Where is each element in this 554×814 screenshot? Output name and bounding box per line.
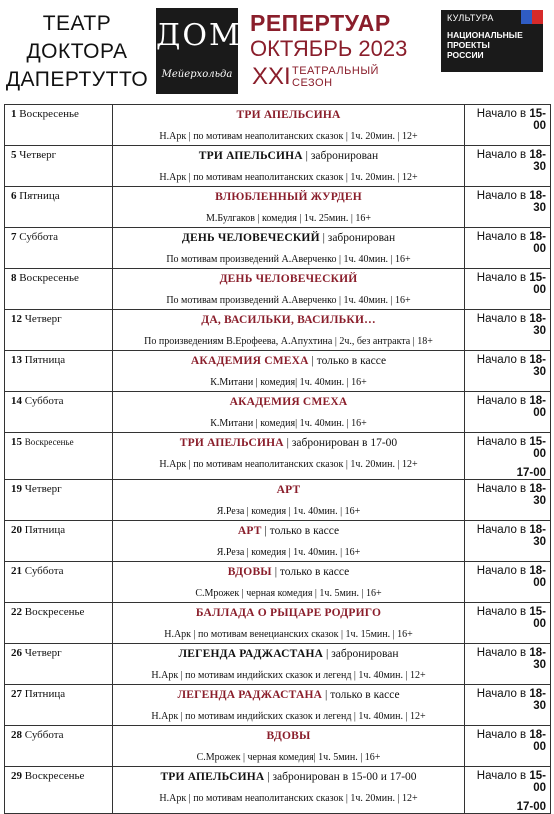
day-number: 27 <box>11 688 22 700</box>
start-time: 15-00 <box>529 272 546 296</box>
start-time: 18-30 <box>529 149 546 173</box>
performance-details: Н.Арк | по мотивам неаполитанских сказок | 1ч. 20мин. | 12+ <box>159 459 418 470</box>
schedule-table <box>4 104 551 814</box>
start-time-cell <box>465 187 551 228</box>
start-time: 15-00 <box>529 108 546 132</box>
performance-details: Н.Арк | по мотивам индийских сказок и легенд | 1ч. 40мин. | 12+ <box>151 670 426 681</box>
booking-note: | забронирован в 17-00 <box>283 437 398 449</box>
start-time: 18-30 <box>529 190 546 214</box>
start-label: Начало в <box>476 313 527 325</box>
start-label: Начало в <box>476 231 527 243</box>
schedule-row <box>5 310 551 351</box>
booking-note: | только в кассе <box>261 525 340 537</box>
performance-title: ТРИ АПЕЛЬСИНА <box>160 771 265 783</box>
start-time-cell <box>465 310 551 351</box>
performance-details: Н.Арк | по мотивам неаполитанских сказок | 1ч. 20мин. | 12+ <box>159 172 418 183</box>
performance-cell <box>113 433 465 480</box>
booking-note: | только в кассе <box>322 689 400 701</box>
day-number: 8 <box>11 272 17 284</box>
poster-header <box>0 0 554 102</box>
schedule-row <box>5 603 551 644</box>
schedule-row <box>5 644 551 685</box>
start-time-cell <box>465 433 551 480</box>
performance-details: К.Митани | комедия| 1ч. 40мин. | 16+ <box>210 418 367 429</box>
schedule-row <box>5 146 551 187</box>
performance-title: АРТ <box>276 484 301 496</box>
weekday: Четверг <box>24 313 62 325</box>
performance-cell <box>113 767 465 814</box>
performance-details: С.Мрожек | черная комедия | 1ч. 5мин. | 16+ <box>195 588 382 599</box>
start-time: 18-00 <box>529 231 546 255</box>
start-time-cell <box>465 685 551 726</box>
performance-cell <box>113 269 465 310</box>
start-label: Начало в <box>476 272 527 284</box>
start-label: Начало в <box>476 606 527 618</box>
start-label: Начало в <box>476 354 527 366</box>
booking-note: | забронирован <box>323 648 399 660</box>
day-number: 15 <box>11 436 22 448</box>
booking-note: | только в кассе <box>271 566 350 578</box>
start-time-cell <box>465 269 551 310</box>
schedule-row <box>5 480 551 521</box>
performance-cell <box>113 726 465 767</box>
performance-details: Н.Арк | по мотивам венецианских сказок | 1ч. 15мин. | 16+ <box>164 629 413 640</box>
performance-title: БАЛЛАДА О РЫЦАРЕ РОДРИГО <box>195 607 382 619</box>
start-time: 15-00 <box>529 770 546 794</box>
performance-details: По мотивам произведений А.Аверченко | 1ч. 40мин. | 16+ <box>166 295 411 306</box>
start-time-cell <box>465 228 551 269</box>
start-time: 18-30 <box>529 688 546 712</box>
start-label: Начало в <box>476 483 527 495</box>
start-time: 18-30 <box>529 524 546 548</box>
logo-sub-text: Мейерхольда <box>161 69 233 80</box>
start-label: Начало в <box>476 436 527 448</box>
start-label: Начало в <box>476 108 527 120</box>
repertoire-heading <box>250 10 430 92</box>
day-number: 13 <box>11 354 22 366</box>
flag-red-block <box>532 10 543 24</box>
performance-title: ЛЕГЕНДА РАДЖАСТАНА <box>178 648 324 660</box>
day-number: 7 <box>11 231 17 243</box>
weekday: Воскресенье <box>24 437 74 447</box>
performance-cell <box>113 603 465 644</box>
performance-cell <box>113 187 465 228</box>
date-cell <box>5 351 113 392</box>
second-start-time: 17-00 <box>516 467 546 479</box>
performance-details: По мотивам произведений А.Аверченко | 1ч. 40мин. | 16+ <box>166 254 411 265</box>
theatre-name-line: ТЕАТР <box>42 12 112 35</box>
date-cell <box>5 433 113 480</box>
schedule-row <box>5 433 551 480</box>
day-number: 28 <box>11 729 22 741</box>
start-label: Начало в <box>476 524 527 536</box>
performance-cell <box>113 392 465 433</box>
weekday: Воскресенье <box>24 770 85 782</box>
performance-cell <box>113 351 465 392</box>
weekday: Пятница <box>24 688 66 700</box>
theatre-name <box>4 10 150 94</box>
weekday: Пятница <box>24 524 66 536</box>
schedule-row <box>5 767 551 814</box>
day-number: 21 <box>11 565 22 577</box>
performance-title: ЛЕГЕНДА РАДЖАСТАНА <box>177 689 323 701</box>
weekday: Четверг <box>24 483 62 495</box>
date-cell <box>5 310 113 351</box>
day-number: 14 <box>11 395 22 407</box>
start-time: 18-30 <box>529 647 546 671</box>
weekday: Пятница <box>24 354 66 366</box>
booking-note: | забронирован <box>302 150 379 162</box>
date-cell <box>5 187 113 228</box>
date-cell <box>5 685 113 726</box>
date-cell <box>5 105 113 146</box>
start-time-cell <box>465 146 551 187</box>
performance-cell <box>113 146 465 187</box>
date-cell <box>5 228 113 269</box>
performance-cell <box>113 521 465 562</box>
date-cell <box>5 269 113 310</box>
weekday: Четверг <box>19 149 57 161</box>
start-time: 18-00 <box>529 565 546 589</box>
performance-details: Н.Арк | по мотивам индийских сказок и легенд | 1ч. 40мин. | 12+ <box>151 711 426 722</box>
performance-cell <box>113 562 465 603</box>
day-number: 12 <box>11 313 22 325</box>
performance-title: ДА, ВАСИЛЬКИ, ВАСИЛЬКИ… <box>201 314 376 326</box>
performance-cell <box>113 310 465 351</box>
date-cell <box>5 644 113 685</box>
repertoire-title: РЕПЕРТУАР <box>250 10 391 36</box>
schedule-row <box>5 351 551 392</box>
performance-details: Я.Реза | комедия | 1ч. 40мин. | 16+ <box>216 547 361 558</box>
performance-title: АРТ <box>237 525 262 537</box>
day-number: 19 <box>11 483 22 495</box>
start-time-cell <box>465 351 551 392</box>
start-time-cell <box>465 480 551 521</box>
day-number: 22 <box>11 606 22 618</box>
booking-note: | только в кассе <box>308 355 387 367</box>
start-label: Начало в <box>476 770 527 782</box>
weekday: Суббота <box>24 565 64 577</box>
date-cell <box>5 726 113 767</box>
schedule-row <box>5 685 551 726</box>
day-number: 6 <box>11 190 17 202</box>
weekday: Суббота <box>19 231 59 243</box>
start-label: Начало в <box>476 688 527 700</box>
date-cell <box>5 521 113 562</box>
weekday: Суббота <box>24 395 64 407</box>
performance-title: ДЕНЬ ЧЕЛОВЕЧЕСКИЙ <box>181 232 320 244</box>
performance-details: С.Мрожек | черная комедия| 1ч. 5мин. | 16+ <box>196 752 381 763</box>
start-time-cell <box>465 392 551 433</box>
date-cell <box>5 767 113 814</box>
performance-cell <box>113 644 465 685</box>
start-time-cell <box>465 521 551 562</box>
start-label: Начало в <box>476 729 527 741</box>
booking-note: | забронирован <box>319 232 396 244</box>
schedule-row <box>5 726 551 767</box>
start-time-cell <box>465 603 551 644</box>
kultura-subtitle: НАЦИОНАЛЬНЫЕ ПРОЕКТЫ РОССИИ <box>447 30 523 60</box>
performance-cell <box>113 228 465 269</box>
booking-note: | забронирован в 15-00 и 17-00 <box>264 771 417 783</box>
start-time: 18-30 <box>529 483 546 507</box>
schedule-row <box>5 105 551 146</box>
start-time-cell <box>465 105 551 146</box>
performance-cell <box>113 105 465 146</box>
kultura-national-projects-logo <box>441 10 543 72</box>
kultura-title: КУЛЬТУРА <box>447 13 494 23</box>
start-time-cell <box>465 562 551 603</box>
performance-details: По произведениям В.Ерофеева, А.Апухтина | 2ч., без антракта | 18+ <box>144 336 433 347</box>
start-time-cell <box>465 644 551 685</box>
start-time-cell <box>465 767 551 814</box>
performance-details: М.Булгаков | комедия | 1ч. 25мин. | 16+ <box>205 213 372 224</box>
performance-title: ДЕНЬ ЧЕЛОВЕЧЕСКИЙ <box>219 273 358 285</box>
weekday: Четверг <box>24 647 62 659</box>
logo-main-text: ДОМ <box>156 18 242 53</box>
performance-title: ВДОВЫ <box>227 566 272 578</box>
start-time-cell <box>465 726 551 767</box>
start-label: Начало в <box>476 647 527 659</box>
performance-title: ВЛЮБЛЕННЫЙ ЖУРДЕН <box>215 191 362 203</box>
performance-details: Я.Реза | комедия | 1ч. 40мин. | 16+ <box>216 506 361 517</box>
day-number: 1 <box>11 108 17 120</box>
flag-blue-block <box>521 10 532 24</box>
dom-meyerholda-logo <box>156 8 242 94</box>
date-cell <box>5 480 113 521</box>
schedule-row <box>5 228 551 269</box>
performance-details: К.Митани | комедия| 1ч. 40мин. | 16+ <box>210 377 367 388</box>
season-number: XXI <box>252 63 291 90</box>
start-time: 18-30 <box>529 354 546 378</box>
weekday: Суббота <box>24 729 64 741</box>
performance-details: Н.Арк | по мотивам неаполитанских сказок | 1ч. 20мин. | 12+ <box>159 793 418 804</box>
performance-cell <box>113 480 465 521</box>
performance-title: ТРИ АПЕЛЬСИНА <box>236 109 341 121</box>
weekday: Воскресенье <box>19 108 79 120</box>
weekday: Пятница <box>19 190 60 202</box>
theatre-name-line: ДОКТОРА <box>26 40 128 63</box>
start-time: 18-00 <box>529 395 546 419</box>
schedule-row <box>5 521 551 562</box>
schedule-row <box>5 562 551 603</box>
performance-title: ВДОВЫ <box>266 730 311 742</box>
second-start-time: 17-00 <box>516 801 546 813</box>
day-number: 26 <box>11 647 22 659</box>
start-label: Начало в <box>476 190 527 202</box>
performance-title: АКАДЕМИЯ СМЕХА <box>229 396 348 408</box>
day-number: 29 <box>11 770 22 782</box>
repertoire-month: ОКТЯБРЬ 2023 <box>250 36 408 61</box>
weekday: Воскресенье <box>19 272 79 284</box>
start-label: Начало в <box>476 565 527 577</box>
performance-details: Н.Арк | по мотивам неаполитанских сказок | 1ч. 20мин. | 12+ <box>159 131 418 142</box>
schedule-row <box>5 269 551 310</box>
date-cell <box>5 392 113 433</box>
weekday: Воскресенье <box>24 606 85 618</box>
season-label: ТЕАТРАЛЬНЫЙ СЕЗОН <box>292 65 379 89</box>
start-time: 15-00 <box>529 606 546 630</box>
date-cell <box>5 562 113 603</box>
schedule-row <box>5 392 551 433</box>
theatre-name-line: ДАПЕРТУТТО <box>5 68 149 91</box>
start-label: Начало в <box>476 395 527 407</box>
performance-cell <box>113 685 465 726</box>
date-cell <box>5 146 113 187</box>
start-time: 18-00 <box>529 729 546 753</box>
performance-title: ТРИ АПЕЛЬСИНА <box>179 437 284 449</box>
start-time: 15-00 <box>529 436 546 460</box>
start-time: 18-30 <box>529 313 546 337</box>
day-number: 5 <box>11 149 17 161</box>
performance-title: ТРИ АПЕЛЬСИНА <box>198 150 303 162</box>
date-cell <box>5 603 113 644</box>
performance-title: АКАДЕМИЯ СМЕХА <box>190 355 309 367</box>
schedule-row <box>5 187 551 228</box>
start-label: Начало в <box>476 149 527 161</box>
day-number: 20 <box>11 524 22 536</box>
